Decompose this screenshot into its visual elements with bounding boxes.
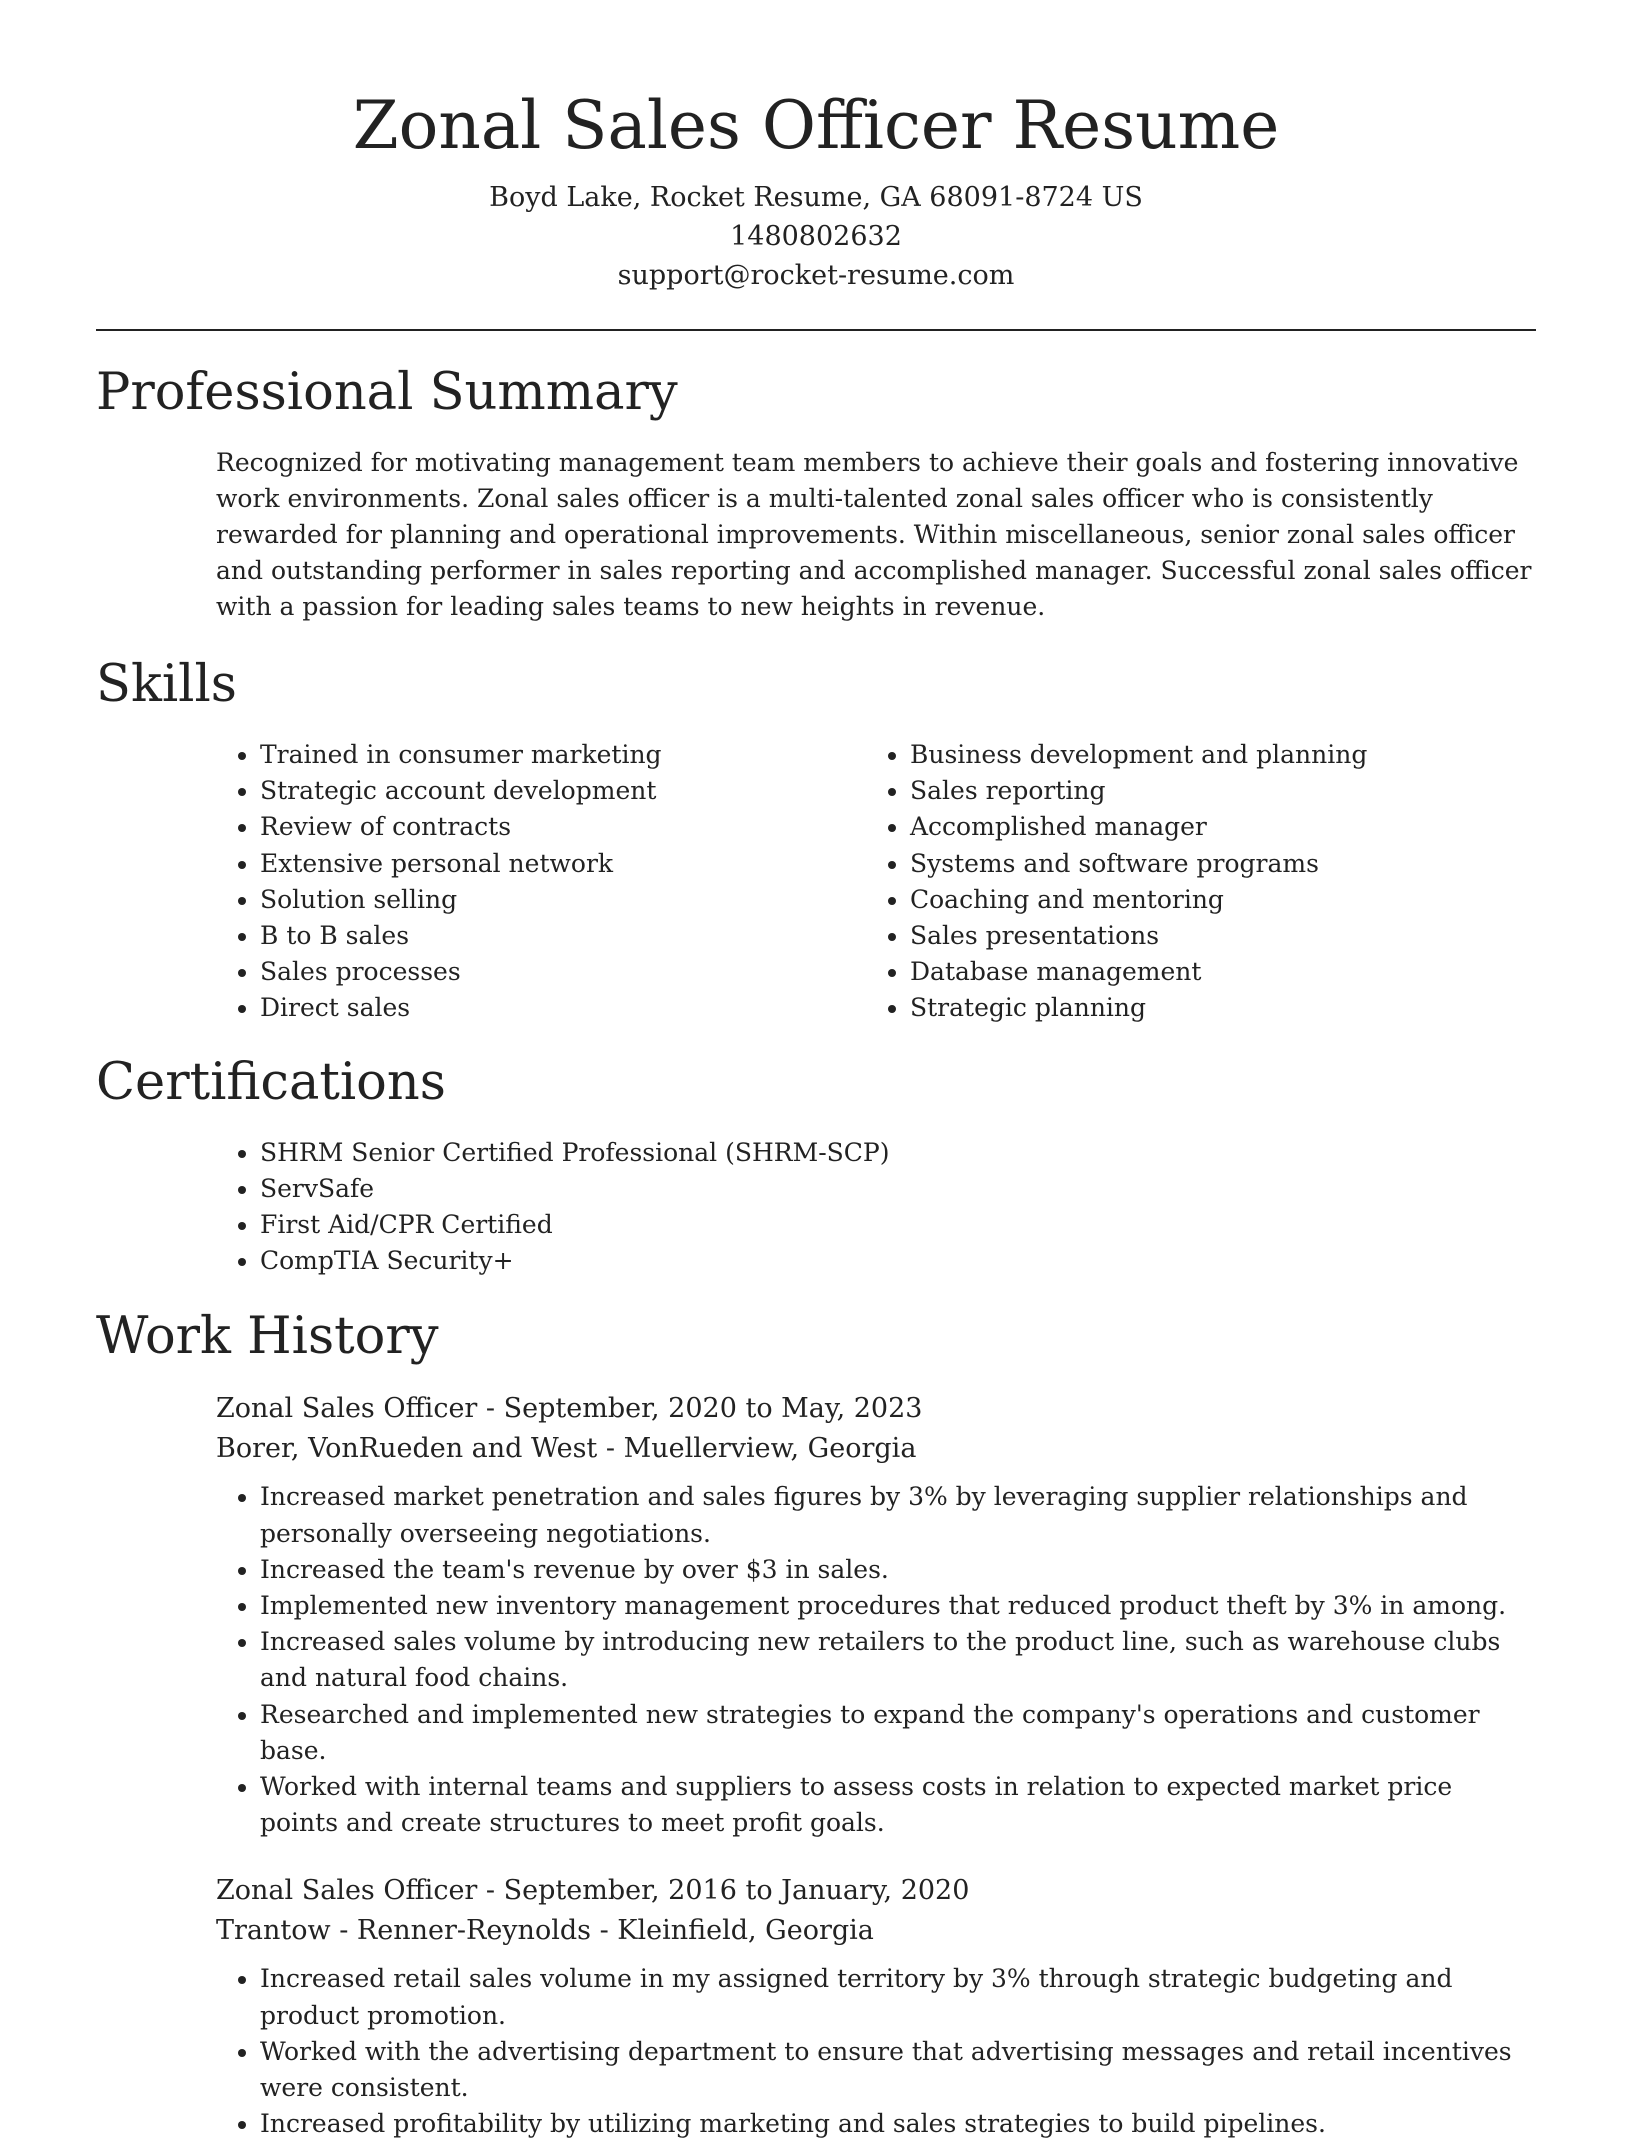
skill-item: • Sales reporting: [910, 773, 1516, 809]
email-text: support@rocket-resume.com: [617, 260, 1015, 291]
job-title-line: [216, 1389, 1536, 1429]
job-dates: September, 2020 to May, 2023: [503, 1393, 923, 1425]
job-company-line: [216, 1429, 1536, 1469]
address-text: Boyd Lake, Rocket Resume, GA 68091-8724 US: [489, 182, 1143, 213]
job-bullets: [216, 1961, 1536, 2142]
job-title-line: [216, 1871, 1536, 1911]
certification-item: • SHRM Senior Certified Professional (SHRM-SCP): [260, 1135, 1536, 1171]
company-name: Borer, VonRueden and West: [216, 1433, 598, 1465]
job-bullet: • Increased retail sales volume in my assigned territory by 3% through strategic budgeting and product promotion.: [260, 1961, 1536, 2033]
company-name: Trantow - Renner-Reynolds: [216, 1915, 591, 1947]
skill-item: • Review of contracts: [260, 809, 866, 845]
job-location: Kleinfield, Georgia: [617, 1915, 874, 1947]
job-bullet: • Implemented new inventory management procedures that reduced product theft by 3% in among.: [260, 1588, 1536, 1624]
phone-text: 1480802632: [730, 221, 902, 252]
skill-item: • Solution selling: [260, 882, 866, 918]
skill-item: • Business development and planning: [910, 737, 1516, 773]
job-bullet: • Increased the team's revenue by over $3 in sales.: [260, 1552, 1536, 1588]
skills-heading: Skills: [96, 655, 237, 714]
skill-item: • B to B sales: [260, 918, 866, 954]
job-bullets: [216, 1479, 1536, 1841]
job-company-line: [216, 1911, 1536, 1951]
job-dates: September, 2016 to January, 2020: [503, 1875, 970, 1907]
skills-columns: [216, 737, 1536, 1027]
separator: -: [590, 1915, 618, 1947]
skills-list-left: [216, 737, 866, 1027]
separator: -: [477, 1875, 504, 1907]
job-bullet: • Worked with the advertising department to ensure that advertising messages and retail incentives were consistent.: [260, 2034, 1536, 2106]
job-title: Zonal Sales Officer: [216, 1393, 478, 1425]
certification-item: • CompTIA Security+: [260, 1243, 1536, 1279]
separator: -: [477, 1393, 504, 1425]
skill-item: • Coaching and mentoring: [910, 882, 1516, 918]
job-bullet: • Worked with internal teams and suppliers to assess costs in relation to expected market price points and create structures to meet profit goals.: [260, 1769, 1536, 1841]
skill-item: • Extensive personal network: [260, 846, 866, 882]
skill-item: • Trained in consumer marketing: [260, 737, 866, 773]
job-bullet: • Increased profitability by utilizing marketing and sales strategies to build pipelines.: [260, 2106, 1536, 2142]
certifications-list: [216, 1135, 1536, 1280]
skill-item: • Systems and software programs: [910, 846, 1516, 882]
skill-item: • Direct sales: [260, 990, 866, 1026]
job-title: Zonal Sales Officer: [216, 1875, 478, 1907]
certifications-heading: Certifications: [96, 1052, 446, 1112]
skill-item: • Strategic account development: [260, 773, 866, 809]
summary-text: Recognized for motivating management team members to achieve their goals and fostering innovative work environments. Zonal sales officer is a multi-talented zonal sales officer who is consistently rewarded for planning and operational improvements. Within miscellaneous, senior zonal sales officer and outstanding performer in sales reporting and accomplished manager. Successful zonal sales officer with a passion for leading sales teams to new heights in revenue.: [216, 448, 1532, 621]
skill-item: • Sales processes: [260, 954, 866, 990]
work-history-heading: Work History: [96, 1307, 439, 1367]
header-divider: [96, 329, 1536, 331]
job-entry: [216, 1389, 1536, 1841]
job-bullet: • Researched and implemented new strategies to expand the company's operations and customer base.: [260, 1697, 1536, 1769]
job-bullet: • Increased sales volume by introducing new retailers to the product line, such as warehouse clubs and natural food chains.: [260, 1624, 1536, 1696]
summary-heading: Professional Summary: [96, 363, 678, 422]
certification-item: • ServSafe: [260, 1171, 1536, 1207]
job-bullet: • Increased market penetration and sales figures by 3% by leveraging supplier relationships and personally overseeing negotiations.: [260, 1479, 1536, 1551]
separator: -: [597, 1433, 624, 1465]
skill-item: • Strategic planning: [910, 990, 1516, 1026]
resume-title: Zonal Sales Officer Resume: [352, 87, 1280, 164]
resume-page: [96, 0, 1536, 2142]
skills-list-right: [866, 737, 1516, 1027]
job-location: Muellerview, Georgia: [623, 1433, 917, 1465]
skill-item: • Sales presentations: [910, 918, 1516, 954]
skill-item: • Accomplished manager: [910, 809, 1516, 845]
skill-item: • Database management: [910, 954, 1516, 990]
job-entry: [216, 1871, 1536, 2142]
contact-block: [96, 178, 1536, 295]
certification-item: • First Aid/CPR Certified: [260, 1207, 1536, 1243]
